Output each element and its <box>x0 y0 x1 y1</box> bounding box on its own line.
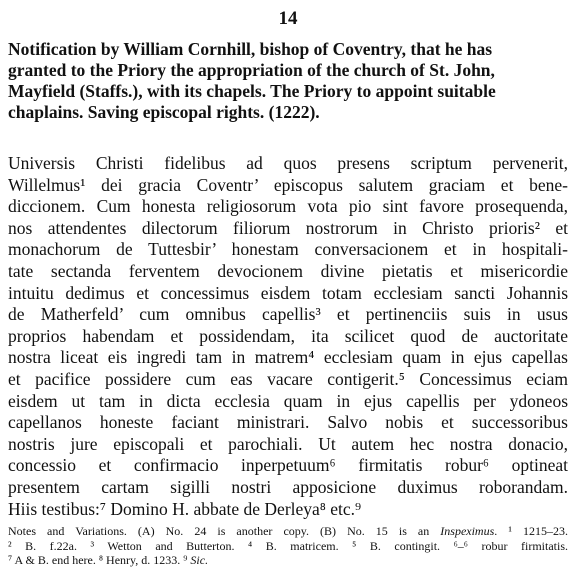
charter-text <box>8 153 568 520</box>
charter-line: monachorum de Tuttesbir’ honestam conversacionem et in hospitali- <box>8 239 568 260</box>
charter-line: nostris jure episcopali et parochiali. Ut autem hec nostra donacio, <box>8 433 568 454</box>
charter-line: tate sectanda ferventem devocionem divine pietatis et misericordie <box>8 260 568 281</box>
charter-line: capellanos honeste faciant ministrari. Salvo nobis et successoribus <box>8 412 568 433</box>
document-heading <box>8 39 570 123</box>
charter-line: proprios habendam et possidendam, ita scilicet quod de auctoritate <box>8 325 568 346</box>
heading-line: Notification by William Cornhill, bishop of Coventry, that he has <box>8 39 493 59</box>
charter-line: Hiis testibus:⁷ Domino H. abbate de Derleya⁸ etc.⁹ <box>8 498 362 519</box>
page-number: 14 <box>278 8 298 29</box>
charter-line: concessio et confirmacio inperpetuum⁶ firmitatis robur⁶ optineat <box>8 455 568 476</box>
note-line: Notes and Variations. (A) No. 24 is another copy. (B) No. 15 is an Inspeximus. ¹ 1215–23. <box>8 524 568 538</box>
notes-and-variations <box>8 524 568 568</box>
charter-line: Willelmus¹ dei gracia Coventr’ episcopus salutem graciam et bene- <box>8 174 568 195</box>
heading-line: granted to the Priory the appropriation of the church of St. John, <box>8 60 495 80</box>
note-line: ⁷ A & B. end here. ⁸ Henry, d. 1233. ⁹ Sic. <box>8 553 209 567</box>
charter-line: et pacifice possidere cum eas vacare contigerit.⁵ Concessimus eciam <box>8 368 568 389</box>
heading-line: Mayfield (Staffs.), with its chapels. The Priory to appoint suitable <box>8 81 496 101</box>
charter-line: de Matherfeld’ cum omnibus capellis³ et pertinenciis suis in usus <box>8 304 568 325</box>
charter-line: intuitu dedimus et concessimus eisdem totam ecclesiam sancti Johannis <box>8 282 568 303</box>
charter-line: nostra liceat eis ingredi tam in matrem⁴ ecclesiam quam in ejus capellas <box>8 347 568 368</box>
charter-line: eisdem ut tam in dicta ecclesia quam in ejus capellis per ydoneos <box>8 390 568 411</box>
charter-line: nos attendentes dilectorum filiorum nostrorum in Christo prioris² et <box>8 217 568 238</box>
note-line: ² B. f.22a. ³ Wetton and Butterton. ⁴ B. matricem. ⁵ B. contingit. ⁶–⁶ robur firmitatis. <box>8 538 568 553</box>
charter-line: diccionem. Cum honesta religiosorum vota pio sint favore prosequenda, <box>8 196 568 217</box>
charter-line: Universis Christi fidelibus ad quos presens scriptum pervenerit, <box>8 153 568 173</box>
charter-line: presentem cartam sigilli nostri apposicione duximus roborandam. <box>8 476 568 497</box>
heading-line: chaplains. Saving episcopal rights. (1222). <box>8 102 320 122</box>
